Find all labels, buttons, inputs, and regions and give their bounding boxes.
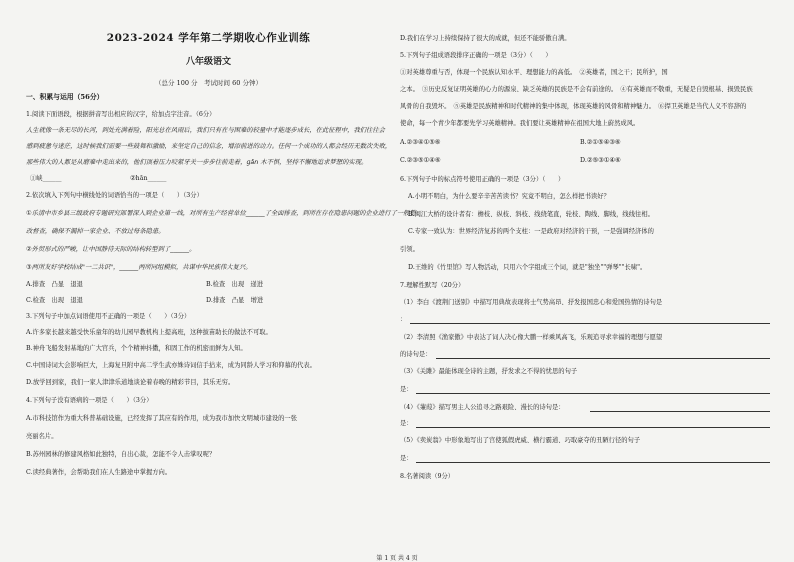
q5-line: ①对英雄尊重与否，体现一个民族认知水平、理想能力的高低。 ②英雄者，国之干；民所护，国 bbox=[400, 69, 668, 76]
q7-item-3: （3）《关雎》最能体现全诗的主题，抒发求之不得的忧思的句子 bbox=[400, 368, 578, 375]
q7-item-2: （2）李清照《渔家傲》中表达了词人决心像大鹏一样乘风高飞，乐观追寻求幸福的理想与愿望 bbox=[400, 334, 663, 341]
q4-option-b: B.苏州园林的修建风格如此独特，自出心裁，怎能不令人击掌叹呢？ bbox=[26, 451, 216, 458]
q4-prompt: 4.下列句子没有语病的一项是（ ）（3分） bbox=[26, 397, 153, 404]
q7-item-4-answer-line-2[interactable] bbox=[416, 427, 770, 428]
q1-blank-1: ①峡______ bbox=[30, 175, 62, 182]
q1-blank-2: ②hān______ bbox=[130, 175, 167, 182]
q6-option-b: B.闽江大桥的设计者有：檐枝、纵枝、斜枝、线绕笔直，轮枝、陶线、脚线，线线往相。 bbox=[408, 211, 654, 218]
q7-item-5: （5）《卖炭翁》中形象地写出了宫使狐假虎威、横行霸道、巧取豪夺的丑陋行径的句子 bbox=[400, 437, 641, 444]
q7-item-3-answer-line[interactable] bbox=[416, 393, 770, 394]
q5-option-d: D.②⑤③①④⑥ bbox=[580, 157, 621, 164]
q2-option-d: D.排查 凸显 增进 bbox=[206, 297, 264, 304]
q8-prompt: 8.名著阅读（9分） bbox=[400, 473, 455, 480]
q3-prompt: 3.下列句子中加点词语使用不正确的一项是（ ）（3分） bbox=[26, 313, 191, 320]
q5-line: 风骨的自我毁坏。 ⑤英雄是民族精神和时代精神的集中体现，体现英雄的风骨和精神魅力。 ⑥捍卫英雄是当代人义不容辞的 bbox=[400, 103, 747, 110]
q1-text-line: 那些伟大的人都是从磨难中走出来的，他们顶着压力咬紧牙关一步步往前走着，ɡǎn 木不惧，坚持不懈地追求梦想的实现。 bbox=[26, 159, 368, 166]
exam-info: （总分 100 分 考试时间 60 分钟） bbox=[155, 79, 262, 87]
q2-line: 改督查，确保不漏掉一家企业、不放过每条隐患。 bbox=[26, 228, 165, 235]
q2-option-c: C.检查 出现 退退 bbox=[26, 297, 83, 304]
section-1-heading: 一、积累与运用（56分） bbox=[26, 93, 104, 101]
q7-item-1: （1）李白《渡荆门送别》中描写用典故表现将士气势高昂、抒发报国忠心和爱国热情的诗句是 bbox=[400, 299, 663, 306]
q5-option-a: A.②③④①⑤⑥ bbox=[400, 139, 441, 146]
exam-subtitle: 八年级语文 bbox=[185, 57, 231, 67]
q7-item-2-answer-line[interactable] bbox=[436, 358, 770, 359]
q6-option-d: D.王维的《竹里馆》写人物活动，只用六个字组成三个词，就是"独坐""弹琴""长啸"。 bbox=[408, 264, 647, 271]
q5-prompt: 5.下列句子组成语段排序正确的一项是（3分）（ ） bbox=[400, 52, 552, 59]
q2-line: ③两所友好学校结成"一二共识"，______两所同组模拟，共谋中华民族伟大复兴。 bbox=[26, 264, 252, 271]
q7-item-4: （4）《蒹葭》描写男主人公追寻之路艰险、漫长的诗句是： bbox=[400, 404, 565, 411]
q7-item-3-answer-label: 是： bbox=[400, 386, 413, 393]
q1-prompt: 1.阅读下面语段，根据拼音写出相应的汉字，给加点字注音。（6分） bbox=[26, 111, 216, 118]
q7-item-4-answer-label: 是： bbox=[400, 420, 413, 427]
q2-prompt: 2.依次填入下列句中横线处的词语恰当的一项是（ ）（3分） bbox=[26, 192, 203, 199]
exam-title: 2023-2024 学年第二学期收心作业训练 bbox=[106, 32, 311, 44]
q7-item-2-answer-label: 的诗句是： bbox=[400, 351, 432, 358]
q7-item-5-answer-line[interactable] bbox=[416, 462, 770, 463]
q4-option-c: C.读经典著作，会帮助我们在人生路途中掌握方向。 bbox=[26, 469, 172, 476]
q2-option-a: A.排查 凸显 退退 bbox=[26, 281, 83, 288]
q7-item-5-answer-label: 是： bbox=[400, 455, 413, 462]
q2-line: ①乐清中市乡县三级政府专题研究部署深入到企业第一线，对所有生产经营单位______了全面排查，到所在存在隐患问题的企业进行了一般整 bbox=[26, 210, 416, 217]
q6-option-c: C.专家一致认为：世界经济复苏的两个支柱：一是政府对经济的干预，一是强调经济体的 bbox=[408, 228, 654, 235]
q7-item-4-answer-line[interactable] bbox=[590, 411, 770, 412]
q7-item-1-answer-label: ： bbox=[400, 316, 407, 323]
q6-option-a: A.小明不明白，为什么要辛辛苦苦读书？究竟不明白，怎么样把书读好？ bbox=[408, 193, 610, 200]
q7-prompt: 7.理解性默写（20分） bbox=[400, 282, 465, 289]
q4-option-a-cont: 亮丽名片。 bbox=[26, 433, 58, 440]
q4-option-d: D.我们在学习上持续保持了很大的成就，但还不能骄傲自满。 bbox=[400, 35, 571, 42]
q7-item-1-answer-line[interactable] bbox=[410, 323, 770, 324]
q5-line: 使命，每一个青少年都要先学习英雄精神。我们要让英雄精神在祖国大地上蔚然成风。 bbox=[400, 120, 640, 127]
q3-option-b: B.神舟飞船发射基地的广大官兵，个个精神抖擞，和固工作的机密而鲜为人知。 bbox=[26, 345, 247, 352]
q3-option-a: A.许多家长越来越受快乐童年的幼儿园早教机构上提高班，这种拔苗助长的做法不可取。 bbox=[26, 329, 272, 336]
q5-option-b: B.②①⑤④③⑥ bbox=[580, 139, 621, 146]
q2-line: ②外贸形式的严峻，让中国静待天际的结构转型到了______。 bbox=[26, 246, 196, 253]
q6-prompt: 6.下列句子中的标点符号使用正确的一项是（3分）（ ） bbox=[400, 176, 565, 183]
page-footer: 第 1 页 共 4 页 bbox=[376, 555, 418, 562]
q3-option-c: C.中国诗词大会影响巨大，上海复旦附中高二学生武亦姝诗词信手拈来，成为同龄人学习和仰慕的代表。 bbox=[26, 362, 316, 369]
q2-option-b: B.检查 出现 递进 bbox=[206, 281, 264, 288]
q6-option-c-cont: 引领。 bbox=[400, 246, 419, 253]
q4-option-a: A.市科技馆作为重大科普基础设施，已经发挥了其应有的作用，成为我市加快文明城市建设的一张 bbox=[26, 415, 298, 422]
q1-text-line: 感到疲惫与迷茫，这时候我们需要一些鼓舞和激励，来坚定自己的信念，增添前进的动力。任何一个成功的人都会经历无数次失败， bbox=[26, 143, 392, 150]
q1-text-line: 人生就像一条无尽的长河，到处充满着险，阳光总在风雨后，我们只有在与困难的较量中才能逐步成长，在此征程中，我们往往会 bbox=[26, 127, 385, 134]
q3-option-d: D.放学回到家，我们一家人津津乐道地谈论着春晚的精彩节目，其乐无穷。 bbox=[26, 379, 235, 386]
q5-option-c: C.②③⑤①④⑥ bbox=[400, 157, 441, 164]
q5-line: 之本。 ③历史反复证明英雄的心力的源泉、缺乏英雄的民族是不会有前途的。 ④有英雄而不敬重，无疑是自毁根基、损毁民族 bbox=[400, 86, 753, 93]
